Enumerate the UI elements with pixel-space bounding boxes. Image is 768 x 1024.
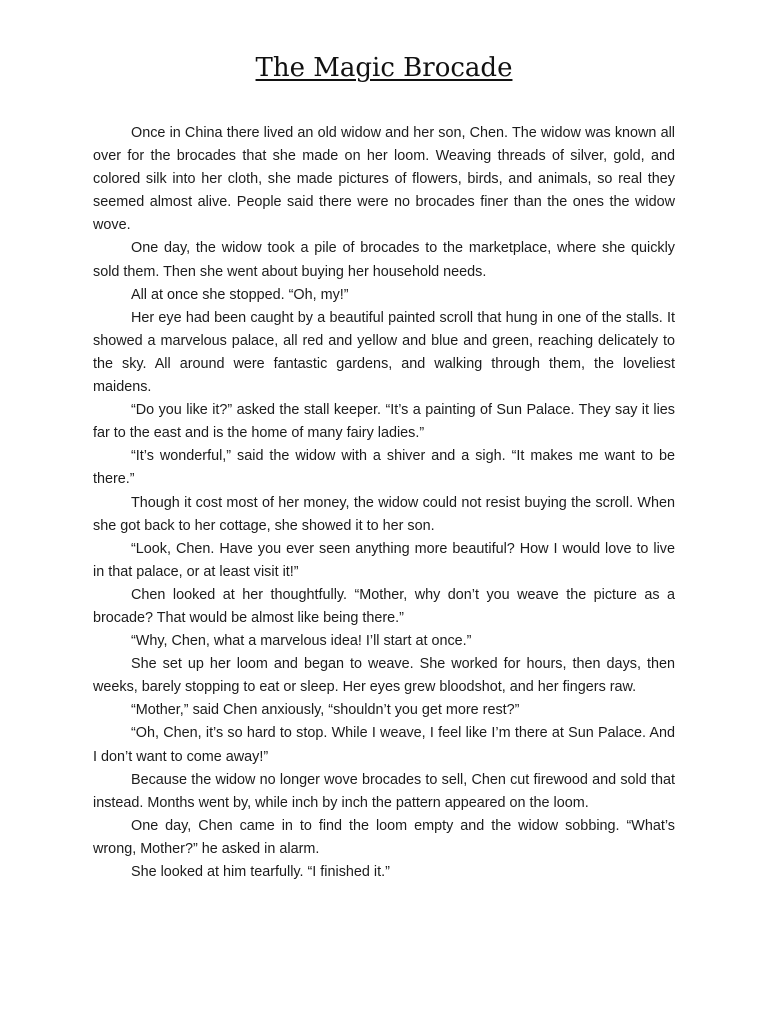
paragraph: She set up her loom and began to weave. She worked for hours, then days, then weeks, barely stopping to eat or sleep. Her eyes grew bloodshot, and her fingers raw.	[93, 656, 675, 696]
paragraph: “Mother,” said Chen anxiously, “shouldn’t you get more rest?”	[131, 702, 520, 719]
paragraph: “Look, Chen. Have you ever seen anything more beautiful? How I would love to live in that palace, or at least visit it!”	[93, 540, 675, 580]
story-title	[0, 50, 768, 86]
paragraph: One day, the widow took a pile of brocades to the marketplace, where she quickly sold them. Then she went about buying her household needs.	[93, 240, 675, 280]
paragraph: “Oh, Chen, it’s so hard to stop. While I weave, I feel like I’m there at Sun Palace. And I don’t want to come away!”	[93, 725, 675, 765]
story-title-text: The Magic Brocade	[255, 53, 513, 83]
paragraph: Once in China there lived an old widow and her son, Chen. The widow was known all over for the brocades that she made on her loom. Weaving threads of silver, gold, and colored silk into her cloth, she made pictures of flowers, birds, and animals, so real they seemed almost alive. People said there were no brocades finer than the ones the widow wove.	[93, 125, 675, 234]
paragraph: “Why, Chen, what a marvelous idea! I’ll start at once.”	[131, 633, 472, 650]
story-body	[93, 122, 675, 884]
paragraph: One day, Chen came in to find the loom empty and the widow sobbing. “What’s wrong, Mother?” he asked in alarm.	[93, 817, 675, 857]
paragraph: Chen looked at her thoughtfully. “Mother, why don’t you weave the picture as a brocade? That would be almost like being there.”	[93, 586, 675, 626]
paragraph: Though it cost most of her money, the widow could not resist buying the scroll. When she got back to her cottage, she showed it to her son.	[93, 494, 675, 534]
paragraph: She looked at him tearfully. “I finished it.”	[131, 864, 390, 880]
paragraph: “It’s wonderful,” said the widow with a shiver and a sigh. “It makes me want to be there.”	[93, 448, 675, 488]
paragraph: Because the widow no longer wove brocades to sell, Chen cut firewood and sold that instead. Months went by, while inch by inch the pattern appeared on the loom.	[93, 771, 675, 811]
paragraph: All at once she stopped. “Oh, my!”	[131, 286, 349, 303]
paragraph: Her eye had been caught by a beautiful painted scroll that hung in one of the stalls. It showed a marvelous palace, all red and yellow and blue and green, reaching delicately to the sky. All around were fantastic gardens, and walking through them, the loveliest maidens.	[93, 309, 675, 396]
paragraph: “Do you like it?” asked the stall keeper. “It’s a painting of Sun Palace. They say it lies far to the east and is the home of many fairy ladies.”	[93, 402, 675, 442]
